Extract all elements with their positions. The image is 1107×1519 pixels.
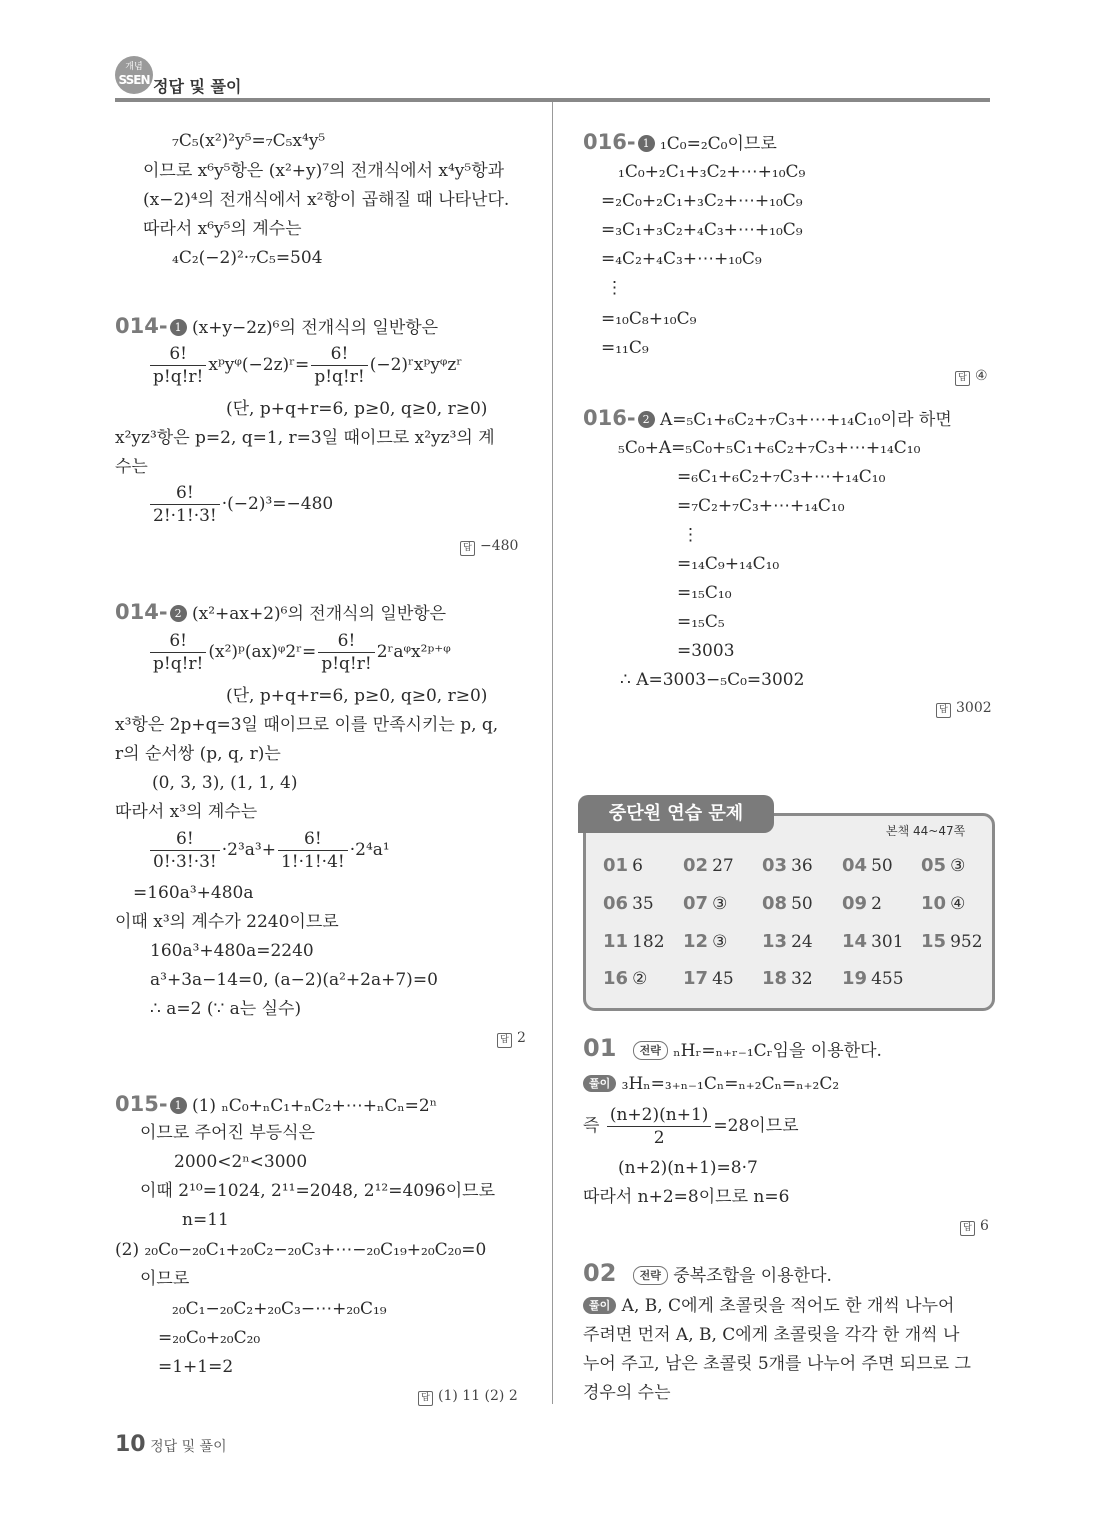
review-item-number: 05	[921, 855, 947, 876]
continuation-line-3: (x−2)⁴의 전개식에서 x²항이 곱해질 때 나타난다.	[143, 190, 510, 210]
review-item-number: 15	[921, 931, 947, 952]
review-item-answer: 45	[712, 969, 734, 989]
coefficient-calc: $\frac{6!}{2!\cdot 1!\cdot 3!}$ ·(−2)³=−480	[148, 482, 333, 527]
review-item-number: 18	[762, 968, 788, 989]
question-01-solution-line-3: (n+2)(n+1)=8·7	[618, 1158, 758, 1178]
review-item-answer: 455	[871, 969, 904, 989]
review-item-number: 09	[842, 893, 868, 914]
problem-016-2-header	[583, 404, 952, 435]
fraction: $\frac{6!}{0!\cdot 3!\cdot 3!}$	[150, 828, 220, 873]
review-answer-item	[921, 931, 983, 952]
solution-line-4: 이때 2¹⁰=1024, 2¹¹=2048, 2¹²=4096이므로	[140, 1181, 495, 1201]
page-footer	[115, 1432, 227, 1457]
solution-line-1: x³항은 2p+q=3일 때이므로 이를 만족시키는 p, q,	[115, 715, 499, 735]
answer-icon: 답	[418, 1391, 433, 1406]
column-divider	[552, 102, 553, 1404]
answer-icon: 답	[936, 703, 951, 718]
review-item-answer: 50	[871, 856, 893, 876]
circled-number: 2	[170, 605, 187, 622]
derivation-line-2: =₆C₁+₆C₂+₇C₃+⋯+₁₄C₁₀	[677, 467, 886, 487]
fraction: $\frac{6!}{p!q!r!}$	[150, 343, 206, 388]
review-item-answer: 36	[791, 856, 813, 876]
fraction: $\frac{6!}{1!\cdot 1!\cdot 4!}$	[278, 828, 348, 873]
solution-line-2: r의 순서쌍 (p, q, r)는	[115, 744, 281, 764]
problem-intro: ₁C₀=₂C₀이므로	[659, 134, 777, 154]
question-02-solution-line-2: 주려면 먼저 A, B, C에게 초콜릿을 각각 한 개씩 나	[583, 1325, 960, 1345]
review-item-number: 19	[842, 968, 868, 989]
answer-014-2: 답 2	[497, 1030, 526, 1048]
answer-icon: 답	[955, 371, 970, 386]
review-item-answer: 6	[632, 856, 643, 876]
strategy-text: ₙHᵣ=ₙ₊ᵣ₋₁Cᵣ임을 이용한다.	[673, 1041, 882, 1061]
footer-label: 정답 및 풀이	[150, 1439, 227, 1455]
strategy-badge: 전략	[633, 1041, 668, 1060]
problem-intro: (x+y−2z)⁶의 전개식의 일반항은	[191, 318, 439, 338]
answer-016-2: 답 3002	[936, 700, 992, 718]
review-answer-item	[762, 893, 813, 914]
review-answer-item	[683, 855, 734, 876]
review-item-number: 02	[683, 855, 709, 876]
review-item-number: 06	[603, 893, 629, 914]
circled-number: 1	[170, 319, 187, 336]
solution-badge: 풀이	[583, 1075, 616, 1092]
problem-intro: A=₅C₁+₆C₂+₇C₃+⋯+₁₄C₁₀이라 하면	[659, 410, 952, 430]
derivation-line-2: =₂C₀+₂C₁+₃C₂+⋯+₁₀C₉	[601, 191, 803, 211]
problem-number: 016-	[583, 130, 636, 154]
review-item-number: 16	[603, 968, 629, 989]
strategy-badge: 전략	[633, 1266, 668, 1285]
answer-q01: 답 6	[960, 1218, 989, 1236]
review-title: 중단원 연습 문제	[578, 795, 774, 833]
answer-icon: 답	[497, 1033, 512, 1048]
review-answer-item	[603, 855, 643, 876]
derivation-line-3: =₇C₂+₇C₃+⋯+₁₄C₁₀	[677, 496, 845, 516]
question-01-strategy	[583, 1034, 882, 1066]
derivation-line-4: =₄C₂+₄C₃+⋯+₁₀C₉	[601, 249, 762, 269]
solution-line-7: 이므로	[140, 1269, 190, 1289]
continuation-line-5: ₄C₂(−2)²·₇C₅=504	[172, 248, 323, 268]
fraction: $\frac{6!}{p!q!r!}$	[150, 630, 206, 675]
coefficient-calc: $\frac{6!}{0!\cdot 3!\cdot 3!}$ ·2³a³+ $\frac{6!}{1!\cdot 1!\cdot 4!}$ ·2⁴a¹	[148, 828, 390, 873]
solution-line-6: 이때 x³의 계수가 2240이므로	[115, 912, 339, 932]
review-item-number: 14	[842, 931, 868, 952]
review-answer-item	[762, 931, 813, 952]
problem-016-1-header	[583, 128, 777, 159]
review-item-answer: ③	[950, 856, 966, 876]
question-02-strategy	[583, 1259, 832, 1291]
problem-number: 015-	[115, 1092, 168, 1116]
answer-icon: 답	[460, 541, 475, 556]
review-answer-item	[603, 893, 654, 914]
fraction: $\frac{(n+2)(n+1)}{2}$	[607, 1104, 712, 1149]
review-item-number: 11	[603, 931, 629, 952]
problem-intro: (x²+ax+2)⁶의 전개식의 일반항은	[191, 604, 447, 624]
review-item-answer: 952	[950, 932, 983, 952]
review-item-number: 07	[683, 893, 709, 914]
review-answer-item	[842, 855, 893, 876]
review-item-answer: 50	[791, 894, 813, 914]
problem-014-1-header	[115, 312, 438, 343]
solution-line-4: 따라서 x³의 계수는	[115, 802, 258, 822]
solution-line-3: 2000<2ⁿ<3000	[174, 1152, 308, 1172]
review-answer-item	[921, 893, 965, 914]
question-02-solution-line-4: 경우의 수는	[583, 1383, 671, 1403]
problem-number: 014-	[115, 314, 168, 338]
review-item-answer: 24	[791, 932, 813, 952]
review-answer-item	[762, 855, 813, 876]
continuation-line-4: 따라서 x⁶y⁵의 계수는	[143, 219, 302, 239]
review-item-answer: 301	[871, 932, 904, 952]
logo-top-text: 개념	[125, 62, 143, 72]
strategy-text: 중복조합을 이용한다.	[673, 1266, 832, 1286]
answer-014-1: 답 −480	[460, 538, 518, 556]
condition-line: (단, p+q+r=6, p≥0, q≥0, r≥0)	[226, 399, 488, 419]
review-item-answer: 2	[871, 894, 882, 914]
solution-line-5: =160a³+480a	[133, 883, 254, 903]
review-item-answer: 27	[712, 856, 734, 876]
derivation-line-1: ₅C₀+A=₅C₀+₅C₁+₆C₂+₇C₃+⋯+₁₄C₁₀	[618, 438, 921, 458]
review-answer-item	[603, 968, 647, 989]
solution-line-8: ₂₀C₁−₂₀C₂+₂₀C₃−⋯+₂₀C₁₉	[172, 1299, 387, 1319]
question-number: 01	[583, 1034, 617, 1062]
vertical-ellipsis: ⋮	[682, 525, 699, 545]
answer-icon: 답	[960, 1221, 975, 1236]
review-item-answer: ②	[632, 969, 648, 989]
general-term-formula: $\frac{6!}{p!q!r!}$ xᵖyᵠ(−2z)ʳ= $\frac{6!}{p!q!r!}$ (−2)ʳxᵖyᵠzʳ	[148, 343, 462, 388]
answer-015-1: 답 (1) 11 (2) 2	[418, 1388, 518, 1406]
review-answer-item	[603, 931, 665, 952]
problem-014-2-header	[115, 598, 446, 629]
review-item-number: 10	[921, 893, 947, 914]
review-answer-item	[921, 855, 965, 876]
derivation-line-7: =₁₅C₅	[677, 612, 725, 632]
question-number: 02	[583, 1259, 617, 1287]
page-number: 10	[115, 1432, 146, 1457]
review-answer-item	[683, 931, 727, 952]
question-02-solution-line-3: 누어 주고, 남은 초콜릿 5개를 나누어 주면 되므로 그	[583, 1354, 971, 1374]
answer-016-1: 답 ④	[955, 368, 988, 386]
derivation-line-1: ₁C₀+₂C₁+₃C₂+⋯+₁₀C₉	[618, 162, 806, 182]
solution-line-9: =₂₀C₀+₂₀C₂₀	[158, 1328, 261, 1348]
review-answer-item	[683, 968, 734, 989]
review-answer-item	[842, 968, 904, 989]
derivation-line-6: =₁₀C₈+₁₀C₉	[601, 309, 697, 329]
fraction: $\frac{6!}{p!q!r!}$	[311, 343, 367, 388]
derivation-line-6: =₁₅C₁₀	[677, 583, 732, 603]
fraction: $\frac{6!}{p!q!r!}$	[318, 630, 374, 675]
derivation-line-7: =₁₁C₉	[601, 338, 649, 358]
solution-line-8: a³+3a−14=0, (a−2)(a²+2a+7)=0	[150, 970, 438, 990]
question-01-solution-line-2: 즉 $\frac{(n+2)(n+1)}{2}$ =28이므로	[583, 1105, 799, 1148]
derivation-line-3: =₃C₁+₃C₂+₄C₃+⋯+₁₀C₉	[601, 220, 803, 240]
derivation-line-9: ∴ A=3003−₅C₀=3002	[620, 670, 805, 690]
continuation-line-1: ₇C₅(x²)²y⁵=₇C₅x⁴y⁵	[172, 131, 326, 151]
solution-line-1: (1) ₙC₀+ₙC₁+ₙC₂+⋯+ₙCₙ=2ⁿ	[191, 1096, 438, 1116]
question-01-solution-line-1: 풀이 ₃Hₙ=₃₊ₙ₋₁Cₙ=ₙ₊₂Cₙ=ₙ₊₂C₂	[583, 1070, 839, 1099]
solution-line-6: (2) ₂₀C₀−₂₀C₁+₂₀C₂−₂₀C₃+⋯−₂₀C₁₉+₂₀C₂₀=0	[115, 1240, 487, 1260]
review-item-answer: ④	[950, 894, 966, 914]
header-title: 정답 및 풀이	[153, 77, 242, 96]
general-term-formula: $\frac{6!}{p!q!r!}$ (x²)ᵖ(ax)ᵠ2ʳ= $\frac{6!}{p!q!r!}$ 2ʳaᵠx²ᵖ⁺ᵠ	[148, 630, 451, 675]
logo-bottom-text: SSEN	[118, 73, 150, 87]
review-item-answer: 182	[632, 932, 665, 952]
problem-number: 016-	[583, 406, 636, 430]
review-item-number: 13	[762, 931, 788, 952]
circled-number: 1	[638, 135, 655, 152]
solution-line-3: (0, 3, 3), (1, 1, 4)	[152, 773, 298, 793]
solution-badge: 풀이	[583, 1297, 616, 1314]
review-item-number: 17	[683, 968, 709, 989]
review-answer-item	[842, 931, 904, 952]
vertical-ellipsis: ⋮	[606, 278, 623, 298]
condition-line: (단, p+q+r=6, p≥0, q≥0, r≥0)	[226, 686, 488, 706]
circled-number: 1	[170, 1097, 187, 1114]
derivation-line-5: =₁₄C₉+₁₄C₁₀	[677, 554, 780, 574]
problem-number: 014-	[115, 600, 168, 624]
review-answer-item	[842, 893, 882, 914]
review-item-number: 03	[762, 855, 788, 876]
solution-line-2: 수는	[115, 457, 148, 477]
solution-line-7: 160a³+480a=2240	[150, 941, 314, 961]
solution-line-1: x²yz³항은 p=2, q=1, r=3일 때이므로 x²yz³의 계	[115, 428, 495, 448]
question-02-solution-line-1: 풀이 A, B, C에게 초콜릿을 적어도 한 개씩 나누어	[583, 1292, 954, 1321]
fraction: $\frac{6!}{2!\cdot 1!\cdot 3!}$	[150, 482, 220, 527]
review-answer-item	[762, 968, 813, 989]
review-item-number: 04	[842, 855, 868, 876]
continuation-line-2: 이므로 x⁶y⁵항은 (x²+y)⁷의 전개식에서 x⁴y⁵항과	[143, 161, 505, 181]
review-item-number: 12	[683, 931, 709, 952]
review-item-answer: 35	[632, 894, 654, 914]
solution-line-2: 이므로 주어진 부등식은	[140, 1123, 316, 1143]
derivation-line-8: =3003	[677, 641, 735, 661]
review-answer-item	[683, 893, 727, 914]
solution-line-5: n=11	[182, 1210, 229, 1230]
circled-number: 2	[638, 411, 655, 428]
review-item-answer: ③	[712, 932, 728, 952]
review-item-answer: ③	[712, 894, 728, 914]
review-item-number: 08	[762, 893, 788, 914]
brand-logo	[115, 56, 153, 94]
solution-line-9: ∴ a=2 (∵ a는 실수)	[150, 999, 302, 1019]
review-item-number: 01	[603, 855, 629, 876]
solution-line-10: =1+1=2	[158, 1357, 234, 1377]
question-01-solution-line-4: 따라서 n+2=8이므로 n=6	[583, 1187, 790, 1207]
review-page-ref: 본책 44~47쪽	[886, 824, 966, 838]
problem-015-1-header	[115, 1090, 437, 1121]
review-item-answer: 32	[791, 969, 813, 989]
